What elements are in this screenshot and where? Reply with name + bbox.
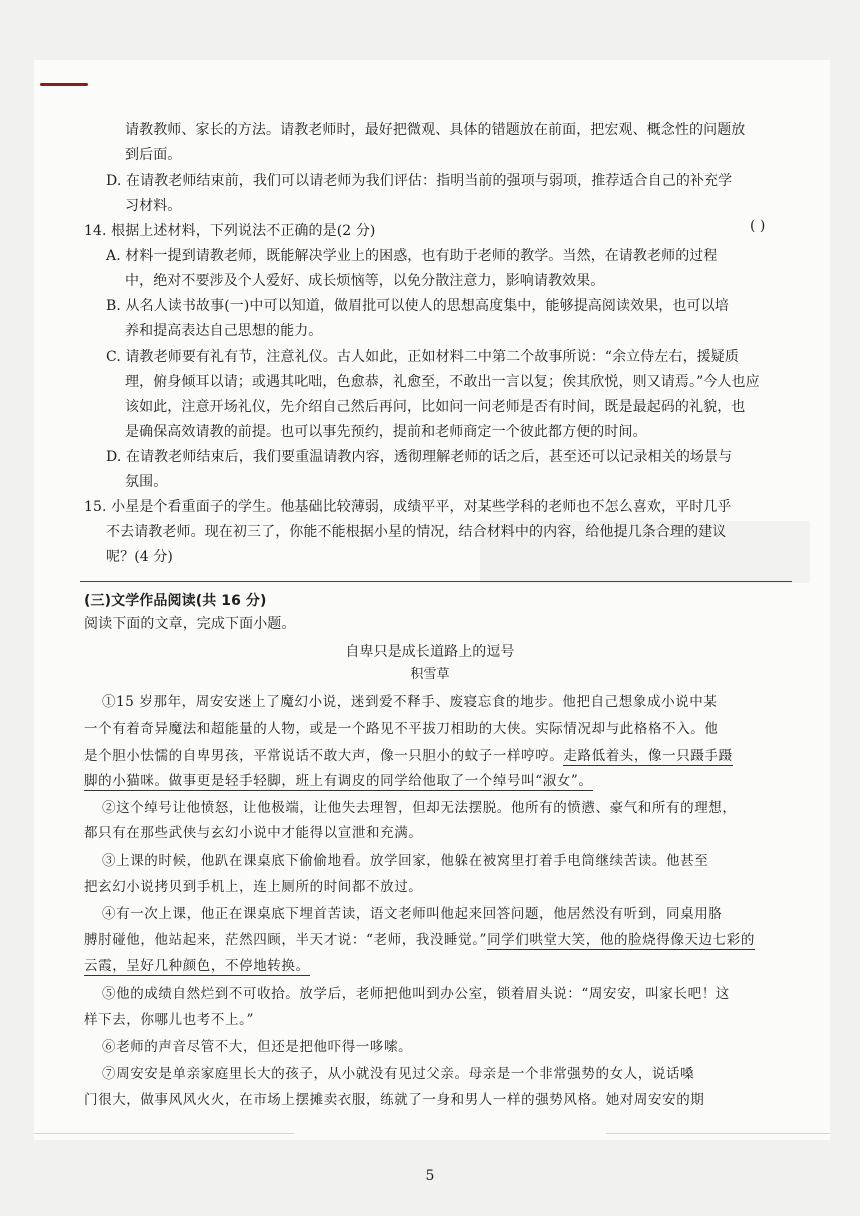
q14-option-b-line2: 养和提高表达自己思想的能力。 [125, 323, 323, 339]
story-p3-line1: ③上课的时候，他趴在课桌底下偷偷地看。放学回家，他躲在被窝里打着手电筒继续苦读。他甚至 [102, 853, 709, 869]
story-underline-1a: 走路低着头，像一只蹑手蹑 [563, 748, 733, 764]
story-p1-line2: 一个有着奇异魔法和超能量的人物，或是一个路见不平拔刀相助的大侠。实际情况却与此格格不入。他 [84, 721, 719, 737]
corner-mark [40, 83, 88, 86]
q14-option-a-line2: 中，绝对不要涉及个人爱好、成长烦恼等，以免分散注意力，影响请教效果。 [125, 273, 605, 289]
story-p4-line3 [84, 956, 310, 976]
story-underline-2a: 同学们哄堂大笑，他的脸烧得像天边七彩的 [487, 932, 755, 948]
q15-line3: 呢？(4 分) [106, 549, 173, 565]
scan-edge-left [34, 1133, 294, 1134]
story-p4-line2-a: 膊肘碰他，他站起来，茫然四顾，半天才说：“老师，我没睡觉。” [84, 932, 488, 948]
q13-c-line3: 到后面。 [125, 147, 182, 163]
story-p3-line2: 把玄幻小说拷贝到手机上，连上厕所的时间都不放过。 [84, 879, 423, 895]
story-p4-line1: ④有一次上课，他正在课桌底下埋首苦读，语文老师叫他起来回答问题，他居然没有听到，同桌用胳 [102, 906, 723, 922]
q14-option-a-line1: A. 材料一提到请教老师，既能解决学业上的困惑，也有助于老师的教学。当然，在请教老师的过程 [106, 248, 718, 264]
story-p5-line1: ⑤他的成绩自然烂到不可收拾。放学后，老师把他叫到办公室，锁着眉头说：“周安安，叫家长吧！这 [102, 986, 730, 1002]
story-p2-line2: 都只有在那些武侠与玄幻小说中才能得以宣泄和充满。 [84, 825, 423, 841]
story-p1-line1: ①15 岁那年，周安安迷上了魔幻小说，迷到爱不释手、废寝忘食的地步。他把自己想象成小说中某 [102, 694, 718, 710]
q13-d-line2: 习材料。 [125, 198, 182, 214]
q14-stem: 14. 根据上述材料，下列说法不正确的是(2 分) [84, 223, 376, 239]
q14-option-c-line4: 是确保高效请教的前提。也可以事先预约，提前和老师商定一个彼此都方便的时间。 [125, 424, 647, 440]
answer-parentheses: ( ) [750, 218, 766, 234]
section-divider [80, 581, 792, 582]
story-p5-line2: 样下去，你哪儿也考不上。” [84, 1012, 254, 1028]
article-title: 自卑只是成长道路上的逗号 [345, 644, 515, 660]
section-instruction: 阅读下面的文章，完成下面小题。 [84, 616, 296, 632]
story-p6-line1: ⑥老师的声音尽管不大，但还是把他吓得一哆嗦。 [102, 1039, 413, 1055]
section-heading: (三)文学作品阅读(共 16 分) [84, 593, 267, 609]
q14-option-c-line3: 该如此，注意开场礼仪，先介绍自己然后再问，比如问一问老师是否有时间，既是最起码的礼貌，也 [125, 399, 746, 415]
q14-option-b-line1: B. 从名人读书故事(一)中可以知道，做眉批可以使人的思想高度集中，能够提高阅读效果，也可以培 [106, 298, 729, 314]
q14-option-c-line2: 理，俯身倾耳以请；或遇其叱咄，色愈恭，礼愈至，不敢出一言以复；俟其欣悦，则又请焉。”今人也应 [125, 374, 760, 390]
q13-c-line2: 请教教师、家长的方法。请教老师时，最好把微观、具体的错题放在前面，把宏观、概念性的问题放 [125, 122, 746, 138]
story-p1-line3-a: 是个胆小怯懦的自卑男孩，平常说话不敢大声，像一只胆小的蚊子一样哼哼。 [84, 748, 564, 764]
page-number: 5 [425, 1168, 435, 1184]
q14-option-d-line2: 氛围。 [125, 474, 168, 490]
q15-line2: 不去请教老师。现在初三了，你能不能根据小星的情况，结合材料中的内容，给他提几条合理的建议 [106, 524, 727, 540]
story-p7-line1: ⑦周安安是单亲家庭里长大的孩子，从小就没有见过父亲。母亲是一个非常强势的女人，说话嗓 [102, 1066, 695, 1082]
q15-line1: 15. 小星是个看重面子的学生。他基础比较薄弱，成绩平平，对某些学科的老师也不怎么喜欢，平时几乎 [84, 499, 732, 515]
scan-edge-right [606, 1133, 830, 1134]
q14-option-c-line1: C. 请教老师要有礼有节，注意礼仪。古人如此，正如材料二中第二个故事所说：“余立侍左右，援疑质 [106, 349, 739, 365]
story-p2-line1: ②这个绰号让他愤怒，让他极端，让他失去理智，但却无法摆脱。他所有的愤懑、豪气和所有的理想， [102, 800, 737, 816]
story-p1-line4 [84, 771, 593, 791]
story-underline-1b: 脚的小猫咪。做事更是轻手轻脚，班上有调皮的同学给他取了一个绰号叫“淑女”。 [84, 773, 593, 789]
story-p1-line3 [84, 746, 733, 766]
story-underline-2b: 云霞，呈好几种颜色，不停地转换。 [84, 958, 310, 974]
q13-d-line1: D. 在请教老师结束前，我们可以请老师为我们评估：指明当前的强项与弱项，推荐适合自己的补充学 [106, 173, 733, 189]
article-author: 积雪草 [410, 667, 450, 682]
story-p4-line2 [84, 930, 755, 950]
q14-option-d-line1: D. 在请教老师结束后，我们要重温请教内容，透彻理解老师的话之后，甚至还可以记录相关的场景与 [106, 449, 733, 465]
story-p7-line2: 门很大，做事风风火火，在市场上摆摊卖衣服，练就了一身和男人一样的强势风格。她对周安安的期 [84, 1092, 705, 1108]
